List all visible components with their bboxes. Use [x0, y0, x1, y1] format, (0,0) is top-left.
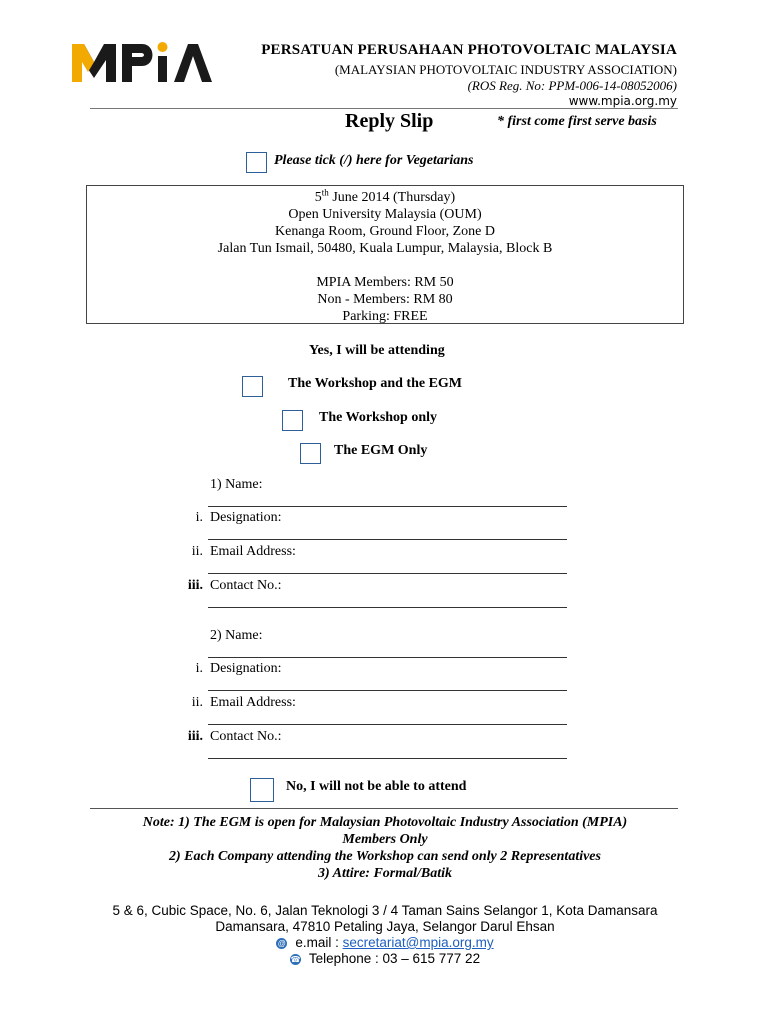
roman-numeral: i. [195, 510, 203, 525]
org-name: PERSATUAN PERUSAHAAN PHOTOVOLTAIC MALAYSIA [261, 42, 677, 58]
not-attending-label: No, I will not be able to attend [286, 779, 467, 794]
mpia-logo [70, 38, 218, 86]
vegetarian-label: Please tick (/) here for Vegetarians [274, 153, 474, 168]
participant-2-designation-field[interactable] [208, 690, 567, 691]
phone-icon: ☎ [290, 954, 301, 964]
attending-heading: Yes, I will be attending [309, 343, 445, 358]
participant-1-email-field[interactable] [208, 573, 567, 574]
event-info-box [86, 185, 684, 324]
footer-email-row: @ e.mail : secretariat@mpia.org.my [277, 935, 494, 950]
note-line: Members Only [342, 832, 428, 847]
participant-2-email-label: Email Address: [210, 695, 296, 710]
notes-divider [90, 808, 678, 809]
roman-numeral: i. [195, 661, 203, 676]
footer [60, 903, 710, 967]
participant-1-email-label: Email Address: [210, 544, 296, 559]
participant-2-name-label: 2) Name: [210, 628, 263, 643]
participant-1-contact-label: Contact No.: [210, 578, 282, 593]
egm-only-checkbox[interactable] [300, 443, 321, 464]
footer-address-line: Damansara, 47810 Petaling Jaya, Selangor Darul Ehsan [215, 919, 555, 934]
footer-phone-row [60, 951, 710, 967]
page-title: Reply Slip [345, 110, 434, 132]
event-date: 5th June 2014 (Thursday) [314, 187, 456, 205]
roman-numeral: iii. [187, 578, 203, 593]
event-venue: Open University Malaysia (OUM) [288, 207, 482, 222]
note-line: Note: 1) The EGM is open for Malaysian Photovoltaic Industry Association (MPIA) [142, 815, 628, 830]
participant-1-contact-field[interactable] [208, 607, 567, 608]
footer-address-line: 5 & 6, Cubic Space, No. 6, Jalan Teknologi 3 / 4 Taman Sains Selangor 1, Kota Damansara [112, 903, 658, 918]
participant-2-designation-label: Designation: [210, 661, 282, 676]
egm-only-label: The EGM Only [334, 443, 428, 458]
participant-1-name-field[interactable] [208, 506, 567, 507]
note-line: 2) Each Company attending the Workshop can send only 2 Representatives [169, 849, 601, 864]
workshop-and-egm-checkbox[interactable] [242, 376, 263, 397]
roman-numeral: ii. [191, 695, 203, 710]
fee-nonmembers: Non - Members: RM 80 [317, 292, 453, 307]
email-icon: @ [277, 938, 286, 948]
participant-2-contact-field[interactable] [208, 758, 567, 759]
note-line: 3) Attire: Formal/Batik [317, 866, 453, 881]
website: www.mpia.org.my [568, 94, 677, 108]
telephone: Telephone : 03 – 615 777 22 [308, 951, 481, 966]
participant-1-designation-field[interactable] [208, 539, 567, 540]
event-room: Kenanga Room, Ground Floor, Zone D [275, 224, 495, 239]
org-name-english: (MALAYSIAN PHOTOVOLTAIC INDUSTRY ASSOCIATION) [334, 62, 677, 77]
registration-number: (ROS Reg. No: PPM-006-14-08052006) [467, 78, 677, 93]
participant-1-designation-label: Designation: [210, 510, 282, 525]
title-note: * first come first serve basis [497, 114, 657, 129]
parking-info: Parking: FREE [342, 309, 428, 324]
workshop-only-label: The Workshop only [319, 410, 438, 425]
workshop-only-checkbox[interactable] [282, 410, 303, 431]
header-divider [90, 108, 678, 109]
roman-numeral: iii. [187, 729, 203, 744]
notes-section [70, 814, 700, 882]
participant-2-contact-label: Contact No.: [210, 729, 282, 744]
not-attending-checkbox[interactable] [250, 778, 274, 802]
participant-1-name-label: 1) Name: [210, 477, 263, 492]
roman-numeral: ii. [191, 544, 203, 559]
workshop-and-egm-label: The Workshop and the EGM [288, 376, 463, 391]
participant-2-name-field[interactable] [208, 657, 567, 658]
vegetarian-checkbox[interactable] [246, 152, 267, 173]
email-link[interactable]: secretariat@mpia.org.my [342, 935, 494, 950]
fee-members: MPIA Members: RM 50 [316, 275, 454, 290]
participant-2-email-field[interactable] [208, 724, 567, 725]
event-address: Jalan Tun Ismail, 50480, Kuala Lumpur, Malaysia, Block B [217, 241, 553, 256]
